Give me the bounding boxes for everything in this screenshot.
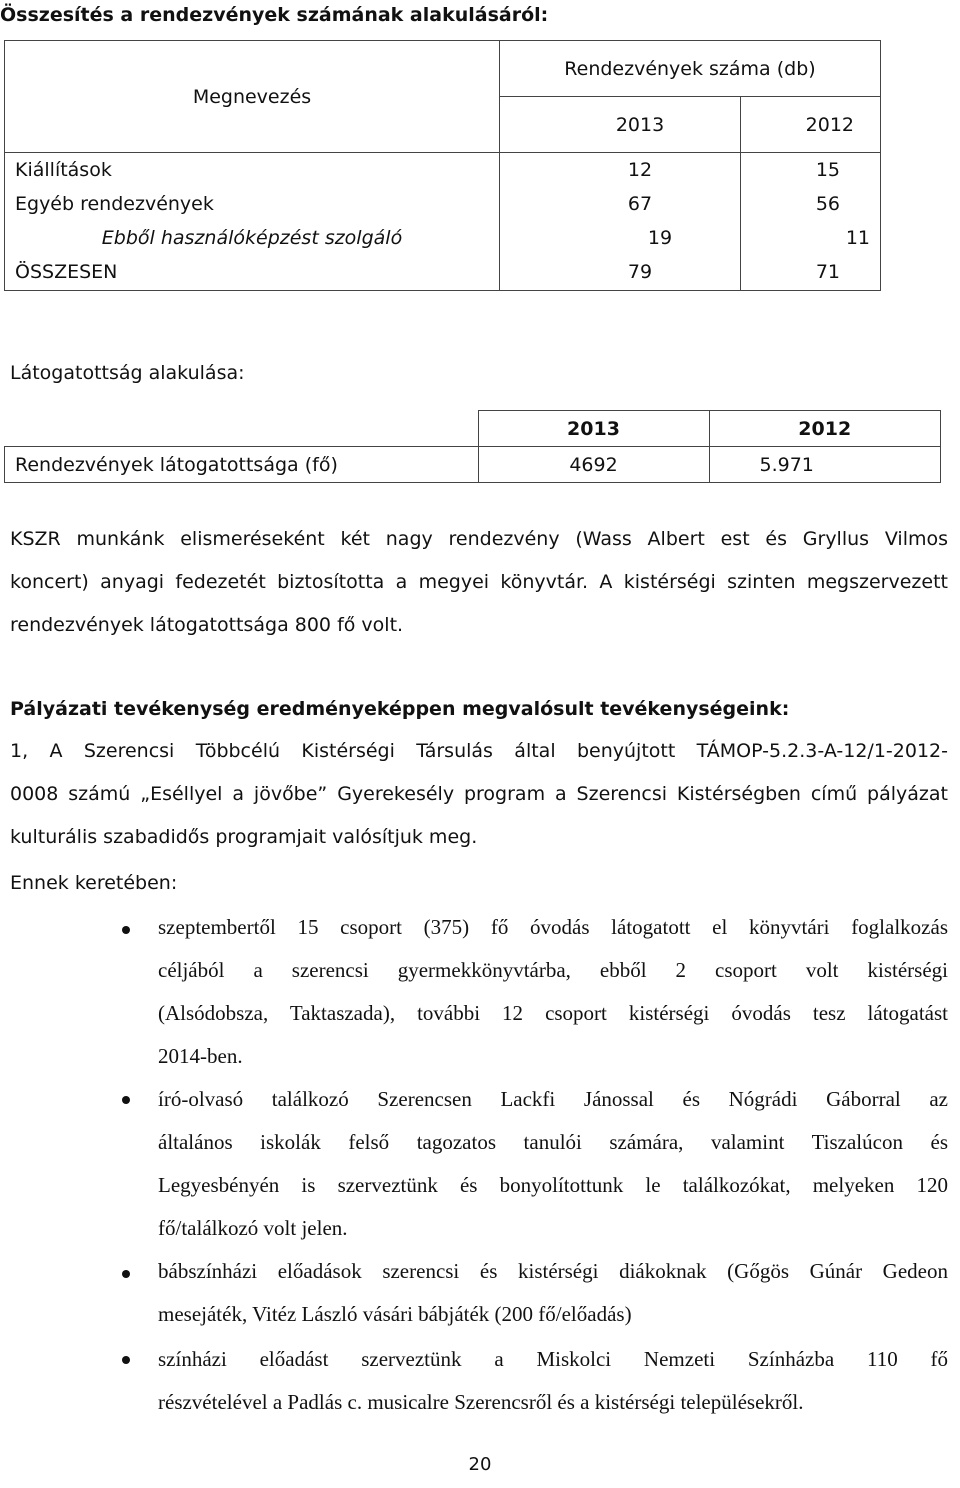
table-row [5, 221, 881, 255]
row-value-2012: 11 [741, 221, 881, 255]
header-group [500, 41, 881, 97]
table-row [5, 447, 941, 483]
paragraph-line: koncert) anyagi fedezetét biztosította a megyei könyvtár. A kistérségi szinten megszervezett [10, 571, 948, 593]
header-name [5, 41, 500, 153]
header-group-text: Rendezvények száma (db) [564, 57, 816, 80]
row-value-2013: 19 [500, 221, 741, 255]
row-value-2012: 15 [741, 153, 881, 187]
header-year-2012: 2012 [709, 411, 941, 447]
row-label: Rendezvények látogatottsága (fő) [5, 447, 479, 483]
list-item [158, 906, 948, 1078]
list-item-line: szeptembertől 15 csoport (375) fő óvodás látogatott el könyvtári foglalkozás [158, 915, 948, 939]
paragraph-line: kulturális szabadidős programjait valósítjuk meg. [10, 826, 478, 848]
section-title-attendance: Látogatottság alakulása: [10, 362, 245, 384]
list-item [158, 1250, 948, 1336]
section-title-grants: Pályázati tevékenység eredményeképpen megvalósult tevékenységeink: [10, 698, 790, 720]
row-value-2013: 79 [500, 255, 741, 291]
row-label: Kiállítások [5, 153, 500, 187]
attendance-table [4, 410, 941, 483]
list-item-line: 2014-ben. [158, 1044, 243, 1068]
list-item-line: (Alsódobsza, Taktaszada), további 12 csoport kistérségi óvodás tesz látogatást [158, 1001, 948, 1025]
empty-corner [5, 411, 479, 447]
header-name-text: Megnevezés [192, 85, 312, 108]
row-value-2013: 4692 [478, 447, 709, 483]
list-item-line: Legyesbényén is szerveztünk és bonyolítottunk le találkozókat, melyeken 120 [158, 1173, 948, 1197]
list-item-line: színházi előadást szerveztünk a Miskolci Nemzeti Színházba 110 fő [158, 1347, 948, 1371]
list-item-line: mesejáték, Vitéz László vásári bábjáték (200 fő/előadás) [158, 1302, 632, 1326]
bullet-icon [122, 926, 130, 934]
paragraph-line: 1, A Szerencsi Többcélú Kistérségi Társulás által benyújtott TÁMOP-5.2.3-A-12/1-2012- [10, 740, 948, 762]
bullet-icon [122, 1096, 130, 1104]
row-label: Ebből használóképzést szolgáló [5, 221, 500, 255]
framework-label: Ennek keretében: [10, 872, 178, 894]
header-year-2012: 2012 [741, 97, 881, 153]
paragraph-line: rendezvények látogatottsága 800 fő volt. [10, 614, 404, 636]
events-count-table [4, 40, 881, 291]
row-value-2012: 71 [741, 255, 881, 291]
list-item [158, 1078, 948, 1250]
table-row [5, 153, 881, 187]
row-value-2013: 12 [500, 153, 741, 187]
list-item-line: fő/találkozó volt jelen. [158, 1216, 348, 1240]
header-year-2013: 2013 [500, 97, 741, 153]
table-row [5, 187, 881, 221]
row-value-2013: 67 [500, 187, 741, 221]
row-value-2012: 56 [741, 187, 881, 221]
paragraph-kszr [10, 518, 948, 647]
paragraph-line: KSZR munkánk elismeréseként két nagy rendezvény (Wass Albert est és Gryllus Vilmos [10, 528, 948, 550]
list-item-line: céljából a szerencsi gyermekkönyvtárba, ebből 2 csoport volt kistérségi [158, 958, 948, 982]
list-item-line: bábszínházi előadások szerencsi és kistérségi diákoknak (Gőgös Gúnár Gedeon [158, 1259, 948, 1283]
header-year-2013: 2013 [478, 411, 709, 447]
row-label: ÖSSZESEN [5, 255, 500, 291]
list-item [158, 1338, 948, 1424]
paragraph-tamop [10, 730, 948, 859]
paragraph-line: 0008 számú „Eséllyel a jövőbe” Gyerekesély program a Szerencsi Kistérségben című pályázat [10, 783, 948, 805]
row-label: Egyéb rendezvények [5, 187, 500, 221]
section-title-summary: Összesítés a rendezvények számának alakulásáról: [0, 4, 549, 26]
list-item-line: író-olvasó találkozó Szerencsen Lackfi Jánossal és Nógrádi Gáborral az [158, 1087, 948, 1111]
page-number: 20 [468, 1454, 492, 1475]
bullet-icon [122, 1356, 130, 1364]
list-item-line: részvételével a Padlás c. musicalre Szerencsről és a kistérségi településekről. [158, 1390, 804, 1414]
table-row [5, 255, 881, 291]
row-value-2012: 5.971 [709, 447, 941, 483]
bullet-icon [122, 1270, 130, 1278]
list-item-line: általános iskolák felső tagozatos tanulói számára, valamint Tiszalúcon és [158, 1130, 948, 1154]
